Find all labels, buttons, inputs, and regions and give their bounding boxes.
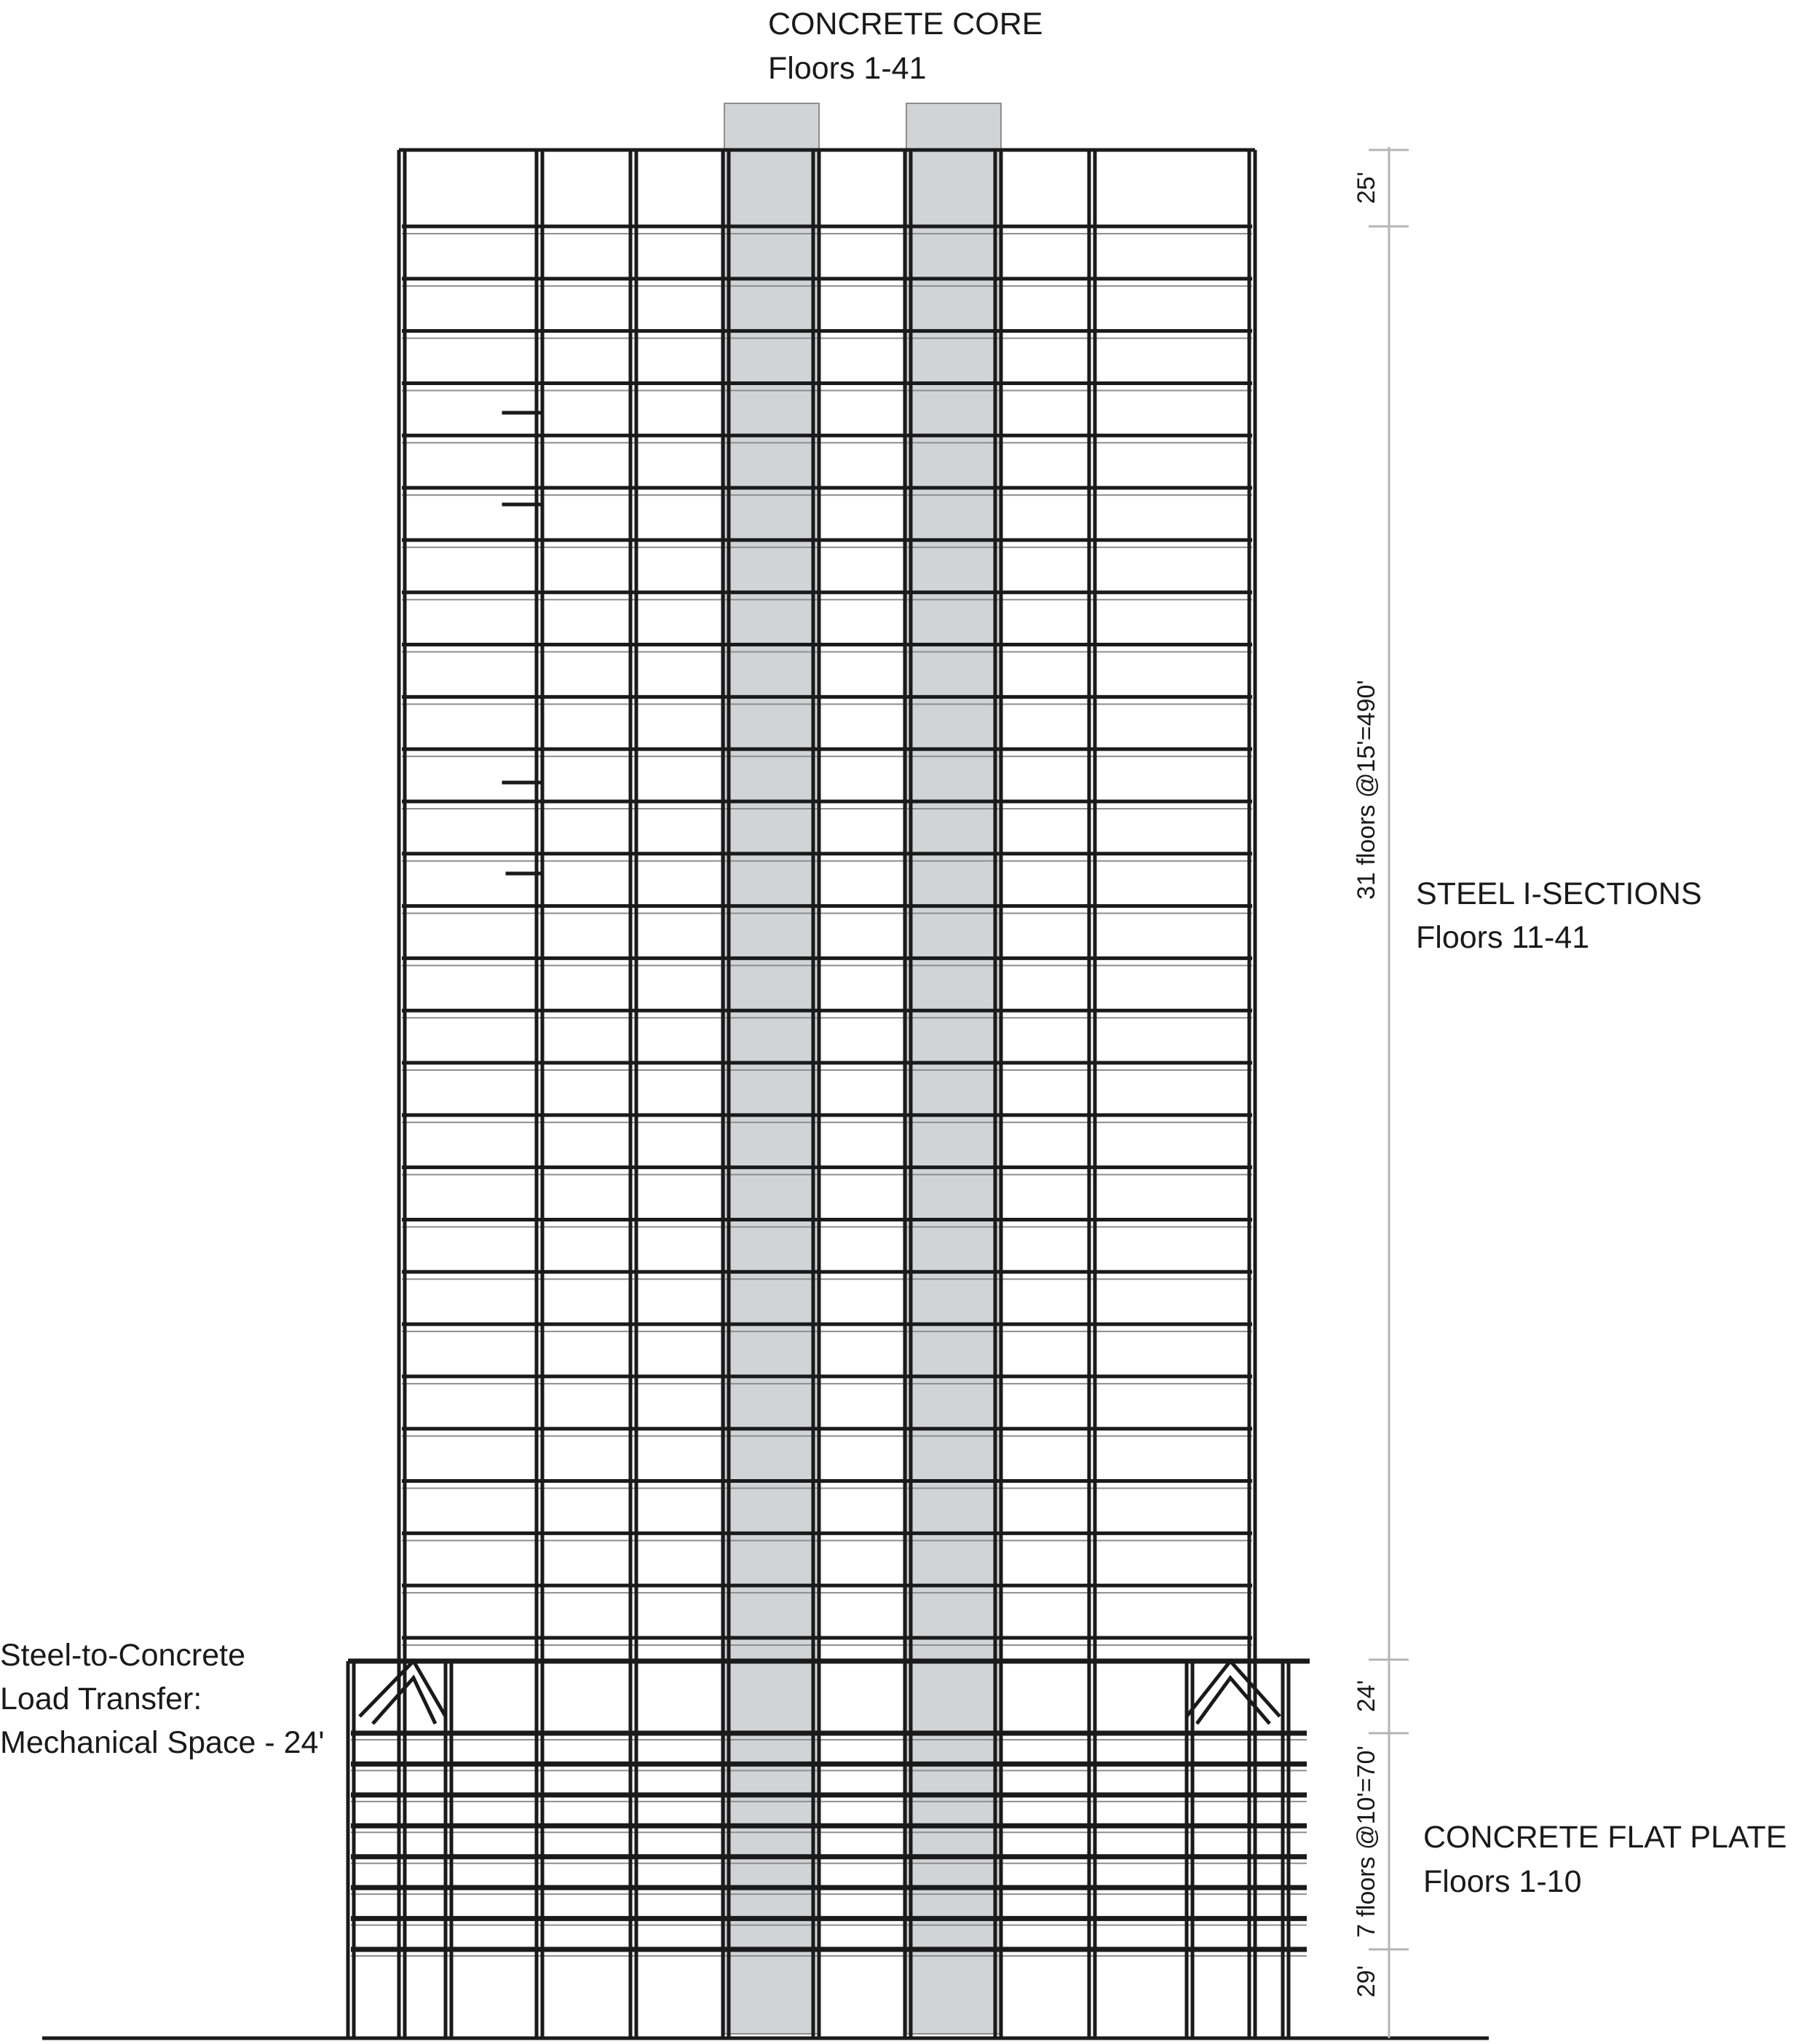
dim-mechanical-label: 24': [1353, 1679, 1380, 1713]
steel-sections-title: STEEL I-SECTIONS: [1416, 876, 1702, 911]
steel-sections-floors: Floors 11-41: [1416, 920, 1590, 955]
transfer-brace-right: [1187, 1661, 1280, 1724]
flat-plate-floors: Floors 1-10: [1423, 1864, 1582, 1899]
floor-beam-lines: [348, 150, 1310, 1949]
floor-slab-lines: [351, 234, 1307, 1956]
load-transfer-line-2: Load Transfer:: [0, 1681, 202, 1716]
column-lines: [348, 150, 1289, 2038]
concrete-core-right: [906, 103, 1001, 2034]
concrete-core-floors: Floors 1-41: [768, 51, 927, 86]
dim-ground-label: 29': [1353, 1965, 1380, 1998]
concrete-core-left: [724, 103, 819, 2034]
concrete-core-title: CONCRETE CORE: [768, 7, 1043, 41]
transfer-brace-left: [360, 1661, 446, 1724]
flat-plate-title: CONCRETE FLAT PLATE: [1423, 1820, 1787, 1855]
load-transfer-line-3: Mechanical Space - 24': [0, 1725, 325, 1760]
dim-top-label: 25': [1353, 171, 1380, 205]
dim-lower-floors-label: 7 floors @10'=70': [1353, 1746, 1380, 1938]
load-transfer-line-1: Steel-to-Concrete: [0, 1638, 245, 1673]
dim-steel-floors-label: 31 floors @15'=490': [1353, 680, 1380, 900]
